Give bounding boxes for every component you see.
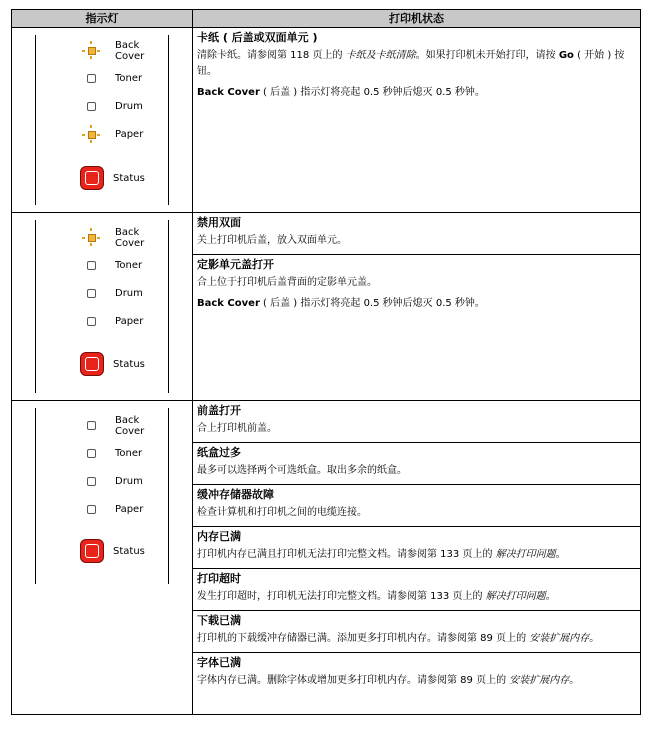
blink-led-icon <box>88 131 96 139</box>
led-paper <box>80 499 200 523</box>
led-label-toner: Toner <box>115 73 143 84</box>
blink-led-icon <box>88 47 96 55</box>
led-label-status: Status <box>113 359 145 370</box>
led-label-toner: Toner <box>115 448 143 459</box>
status-cell <box>193 401 641 715</box>
led-back-cover <box>80 415 200 439</box>
led-label-status: Status <box>113 173 145 184</box>
led-drum <box>80 283 200 307</box>
blink-led-icon <box>88 234 96 242</box>
header-printer-status: 打印机状态 <box>193 10 641 28</box>
led-back-cover <box>80 227 200 251</box>
led-label-drum: Drum <box>115 288 143 299</box>
led-label-toner: Toner <box>115 260 143 271</box>
status-cell <box>193 213 641 401</box>
off-led-icon <box>87 74 96 83</box>
status-title: 内存已满 <box>197 530 241 543</box>
status-title: 打印超时 <box>197 572 241 585</box>
led-label-back-cover: Back Cover <box>115 415 145 437</box>
led-toner <box>80 255 200 279</box>
led-paper <box>80 311 200 335</box>
status-text: 合上位于打印机后盖背面的定影单元盖。 <box>197 277 377 288</box>
header-indicator: 指示灯 <box>12 10 193 28</box>
led-back-cover <box>80 40 200 64</box>
status-led-icon <box>80 539 104 563</box>
status-led-icon <box>80 352 104 376</box>
off-led-icon <box>87 477 96 486</box>
led-panel <box>12 401 193 715</box>
led-label-back-cover: Back Cover <box>115 227 145 249</box>
status-cell <box>193 28 641 213</box>
table-header-row <box>12 10 641 28</box>
status-text: 字体内存已满。删除字体或增加更多打印机内存。请参阅第 89 页上的 安装扩展内存。 <box>197 675 580 686</box>
status-text: 关上打印机后盖，放入双面单元。 <box>197 235 347 246</box>
led-panel <box>12 28 193 213</box>
status-title: 字体已满 <box>197 656 241 669</box>
led-paper <box>80 124 200 148</box>
status-text: 合上打印机前盖。 <box>197 423 277 434</box>
led-status-table <box>11 9 641 715</box>
off-led-icon <box>87 317 96 326</box>
status-text: 发生打印超时，打印机无法打印完整文档。请参阅第 133 页上的 解决打印问题。 <box>197 591 556 602</box>
status-text: 最多可以选择两个可选纸盒。取出多余的纸盒。 <box>197 465 407 476</box>
status-title: 缓冲存储器故障 <box>197 488 274 501</box>
off-led-icon <box>87 505 96 514</box>
status-table-page <box>11 9 640 715</box>
status-text: 打印机的下载缓冲存储器已满。添加更多打印机内存。请参阅第 89 页上的 安装扩展内存。 <box>197 633 600 644</box>
status-led-icon <box>80 166 104 190</box>
table-row <box>12 401 641 715</box>
led-label-drum: Drum <box>115 101 143 112</box>
status-note: Back Cover ( 后盖 ) 指示灯将亮起 0.5 秒钟后熄灭 0.5 秒钟。 <box>197 298 485 309</box>
led-label-status: Status <box>113 546 145 557</box>
off-led-icon <box>87 102 96 111</box>
led-panel <box>12 213 193 401</box>
led-label-drum: Drum <box>115 476 143 487</box>
status-title: 定影单元盖打开 <box>197 258 274 271</box>
table-row <box>12 28 641 213</box>
led-toner <box>80 68 200 92</box>
status-title: 禁用双面 <box>197 216 241 229</box>
status-title: 卡纸 ( 后盖或双面单元 ) <box>197 31 318 44</box>
led-toner <box>80 443 200 467</box>
status-text: 清除卡纸。请参阅第 118 页上的 卡纸及卡纸清除。如果打印机未开始打印，请按 Go ( 开始 ) 按钮。 <box>197 50 625 77</box>
status-title: 前盖打开 <box>197 404 241 417</box>
led-label-paper: Paper <box>115 129 144 140</box>
led-label-back-cover: Back Cover <box>115 40 145 62</box>
led-label-paper: Paper <box>115 316 144 327</box>
status-title: 下载已满 <box>197 614 241 627</box>
status-text: 检查计算机和打印机之间的电缆连接。 <box>197 507 367 518</box>
off-led-icon <box>87 289 96 298</box>
status-title: 纸盒过多 <box>197 446 241 459</box>
status-note: Back Cover ( 后盖 ) 指示灯将亮起 0.5 秒钟后熄灭 0.5 秒钟。 <box>197 87 485 98</box>
led-drum <box>80 96 200 120</box>
status-text: 打印机内存已满且打印机无法打印完整文档。请参阅第 133 页上的 解决打印问题。 <box>197 549 566 560</box>
table-row <box>12 213 641 401</box>
off-led-icon <box>87 449 96 458</box>
led-drum <box>80 471 200 495</box>
off-led-icon <box>87 421 96 430</box>
led-label-paper: Paper <box>115 504 144 515</box>
off-led-icon <box>87 261 96 270</box>
